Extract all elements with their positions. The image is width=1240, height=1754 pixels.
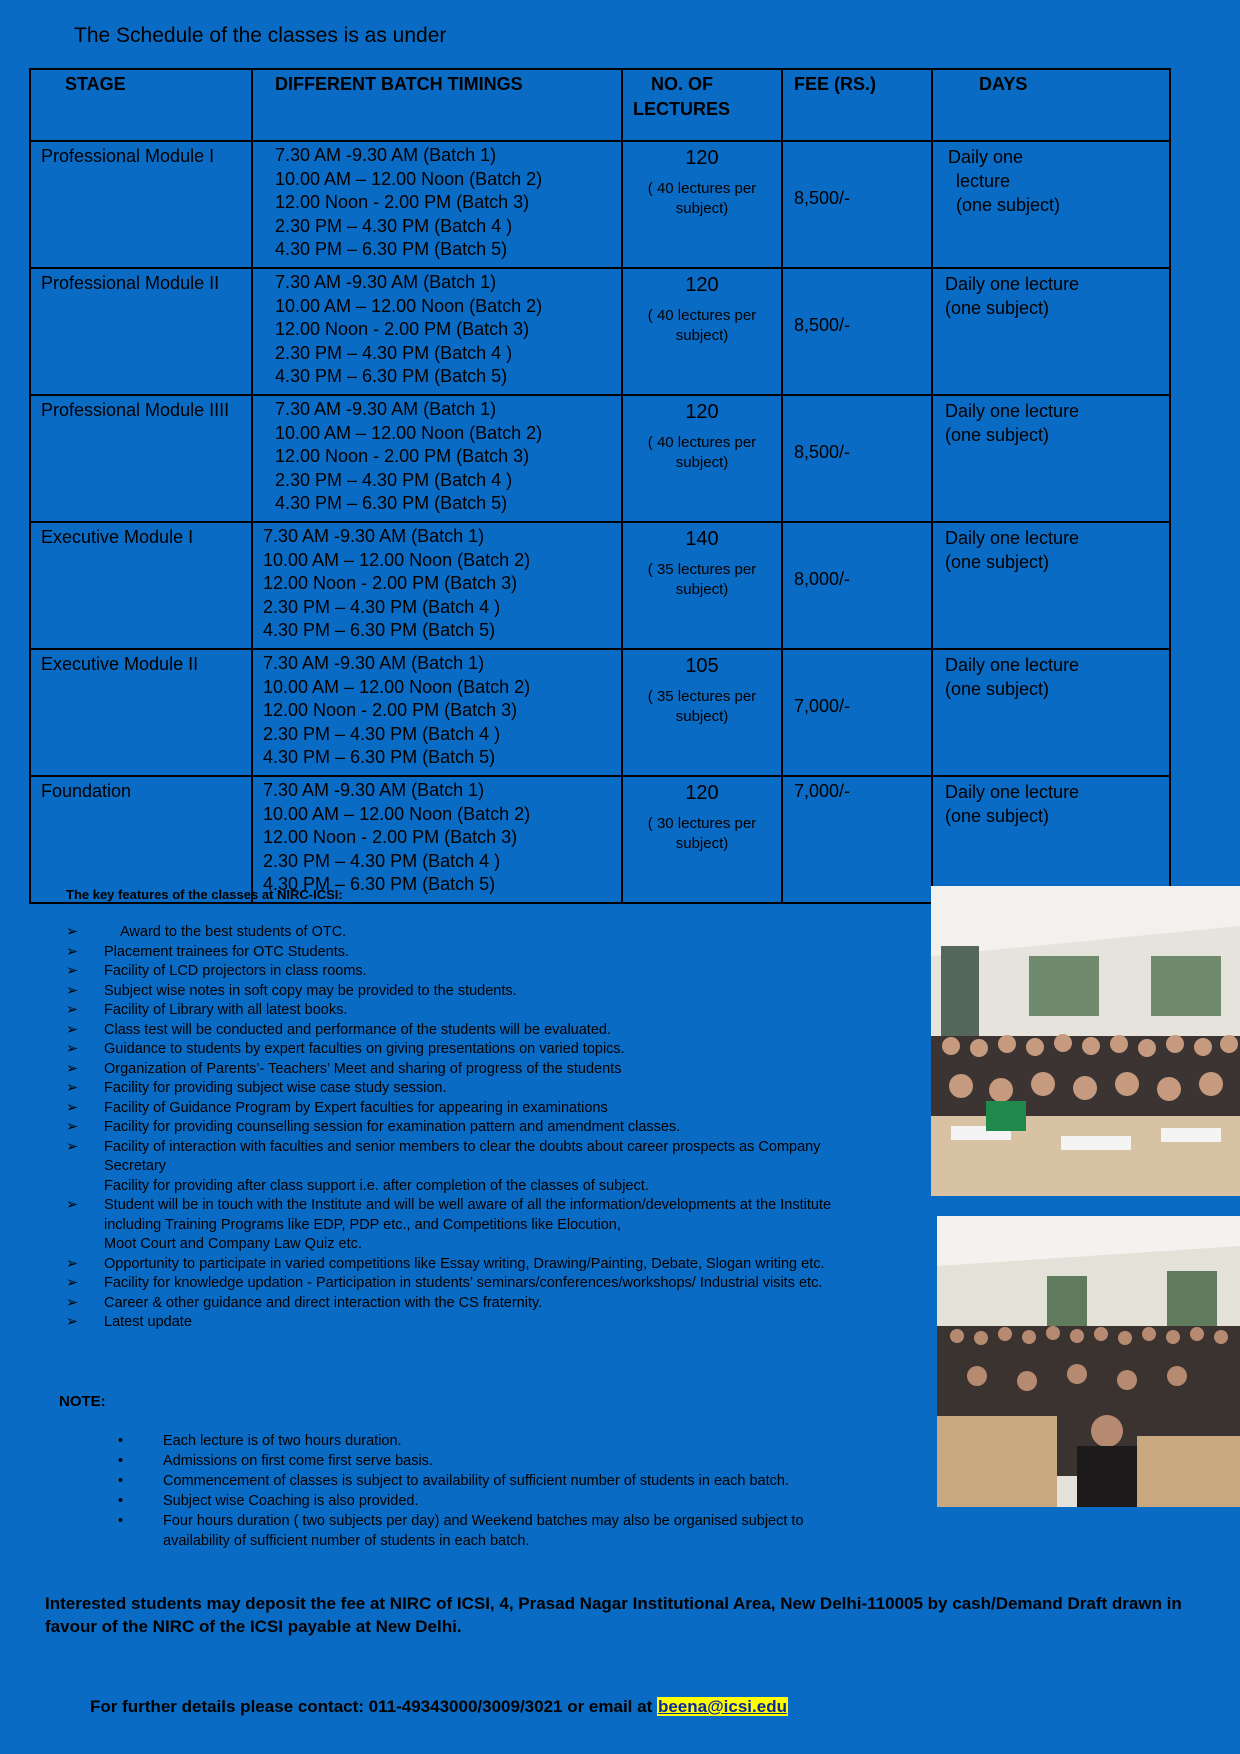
batch-timing: 7.30 AM -9.30 AM (Batch 1) bbox=[275, 145, 497, 165]
note-text: Subject wise Coaching is also provided. bbox=[163, 1493, 419, 1509]
lectures-cell bbox=[622, 141, 782, 268]
dot-bullet-icon: • bbox=[118, 1493, 124, 1509]
lectures-cell bbox=[622, 522, 782, 649]
table-row bbox=[30, 522, 1170, 649]
batch-timing: 12.00 Noon - 2.00 PM (Batch 3) bbox=[263, 700, 518, 720]
fee-value: 8,000/- bbox=[794, 569, 851, 589]
dot-bullet-icon: • bbox=[118, 1453, 124, 1469]
table-row bbox=[30, 776, 1170, 903]
arrow-bullet-icon: ➢ bbox=[66, 1119, 79, 1135]
note-item bbox=[118, 1472, 858, 1492]
batch-timings-cell bbox=[252, 522, 622, 649]
feature-item bbox=[66, 1274, 846, 1294]
header-lectures-line2: LECTURES bbox=[633, 99, 731, 119]
days-line: Daily one bbox=[948, 147, 1024, 167]
fee-cell bbox=[782, 776, 932, 903]
feature-text: Opportunity to participate in varied competitions like Essay writing, Drawing/Painting, Debate, Slogan writing etc. bbox=[104, 1255, 825, 1272]
batch-timing: 10.00 AM – 12.00 Noon (Batch 2) bbox=[275, 168, 543, 189]
batch-timing: 7.30 AM -9.30 AM (Batch 1) bbox=[263, 780, 485, 800]
batch-timing: 4.30 PM – 6.30 PM (Batch 5) bbox=[263, 620, 496, 640]
feature-text: Facility of LCD projectors in class rooms. bbox=[104, 963, 367, 979]
classroom-photo-2-image bbox=[937, 1216, 1240, 1507]
arrow-bullet-icon: ➢ bbox=[66, 943, 79, 960]
feature-item bbox=[66, 1177, 846, 1197]
arrow-bullet-icon: ➢ bbox=[66, 1099, 79, 1116]
batch-timings-cell bbox=[252, 649, 622, 776]
feature-text: Latest update bbox=[104, 1314, 192, 1330]
days-line: (one subject) bbox=[945, 679, 1050, 699]
batch-timing: 2.30 PM – 4.30 PM (Batch 4 ) bbox=[275, 215, 513, 236]
days-line: (one subject) bbox=[956, 195, 1061, 215]
note-item bbox=[118, 1492, 858, 1512]
features-title: The key features of the classes at NIRC-ICSI: bbox=[66, 887, 343, 902]
fee-value: 7,000/- bbox=[794, 696, 851, 716]
batch-timings-cell bbox=[252, 141, 622, 268]
table-row bbox=[30, 141, 1170, 268]
arrow-bullet-icon: ➢ bbox=[66, 1314, 79, 1330]
feature-text: Facility of Library with all latest books. bbox=[104, 1002, 348, 1018]
page-heading: The Schedule of the classes is as under bbox=[74, 24, 447, 47]
note-text: Admissions on first come first serve basis. bbox=[163, 1453, 433, 1469]
days-line: (one subject) bbox=[945, 425, 1050, 445]
batch-timings-cell bbox=[252, 395, 622, 522]
arrow-bullet-icon: ➢ bbox=[66, 1255, 79, 1272]
dot-bullet-icon: • bbox=[118, 1473, 124, 1489]
feature-item bbox=[66, 1040, 846, 1060]
days-cell bbox=[932, 649, 1170, 776]
feature-item bbox=[66, 1235, 846, 1255]
arrow-bullet-icon: ➢ bbox=[66, 1197, 79, 1213]
batch-timing: 2.30 PM – 4.30 PM (Batch 4 ) bbox=[263, 723, 501, 744]
feature-item bbox=[66, 982, 846, 1002]
feature-text: Student will be in touch with the Institute and will be well aware of all the information/developments at the Institute including Training Programs like EDP, PDP etc., and Competitions like Elocution, bbox=[104, 1197, 832, 1233]
fee-cell bbox=[782, 268, 932, 395]
feature-item bbox=[66, 1313, 846, 1333]
schedule-table bbox=[29, 68, 1171, 904]
days-cell bbox=[932, 141, 1170, 268]
deposit-instructions: Interested students may deposit the fee at NIRC of ICSI, 4, Prasad Nagar Institutional Area, New Delhi-110005 by cash/Demand Draft drawn in favour of the NIRC of the ICSI payable at New Delhi. bbox=[45, 1594, 1182, 1636]
days-line: Daily one lecture bbox=[945, 528, 1080, 548]
feature-text: Placement trainees for OTC Students. bbox=[104, 943, 349, 960]
feature-item bbox=[66, 1138, 846, 1177]
header-fee: FEE (RS.) bbox=[782, 69, 932, 141]
batch-timing: 7.30 AM -9.30 AM (Batch 1) bbox=[275, 399, 497, 419]
lectures-note: ( 40 lectures per subject) bbox=[647, 180, 757, 217]
batch-timing: 4.30 PM – 6.30 PM (Batch 5) bbox=[263, 874, 496, 894]
batch-timing: 12.00 Noon - 2.00 PM (Batch 3) bbox=[275, 446, 530, 466]
feature-item bbox=[66, 1099, 846, 1119]
feature-text: Organization of Parents’- Teachers’ Meet and sharing of progress of the students bbox=[104, 1060, 622, 1077]
lectures-cell bbox=[622, 268, 782, 395]
batch-timing: 2.30 PM – 4.30 PM (Batch 4 ) bbox=[263, 850, 501, 871]
fee-cell bbox=[782, 141, 932, 268]
fee-value: 8,500/- bbox=[794, 442, 851, 462]
feature-item bbox=[66, 962, 846, 982]
feature-item bbox=[66, 1196, 846, 1235]
lectures-note: ( 40 lectures per subject) bbox=[647, 434, 757, 471]
feature-text: Career & other guidance and direct interaction with the CS fraternity. bbox=[104, 1294, 543, 1311]
arrow-bullet-icon: ➢ bbox=[66, 1080, 79, 1096]
lectures-note: ( 35 lectures per subject) bbox=[647, 561, 757, 598]
feature-text: Subject wise notes in soft copy may be provided to the students. bbox=[104, 982, 517, 999]
batch-timing: 7.30 AM -9.30 AM (Batch 1) bbox=[263, 653, 485, 673]
lectures-count: 120 bbox=[685, 782, 719, 804]
stage-cell: Executive Module I bbox=[30, 522, 252, 649]
batch-timing: 7.30 AM -9.30 AM (Batch 1) bbox=[263, 526, 485, 546]
contact-line bbox=[90, 1697, 788, 1717]
arrow-bullet-icon: ➢ bbox=[66, 982, 79, 999]
email-link[interactable]: beena@icsi.edu bbox=[657, 1697, 787, 1716]
fee-value: 8,500/- bbox=[794, 315, 851, 335]
feature-text: Facility for providing counselling session for examination pattern and amendment classes. bbox=[104, 1119, 681, 1135]
fee-cell bbox=[782, 522, 932, 649]
feature-item bbox=[66, 943, 846, 963]
fee-cell bbox=[782, 649, 932, 776]
feature-text: Moot Court and Company Law Quiz etc. bbox=[104, 1236, 362, 1252]
arrow-bullet-icon: ➢ bbox=[66, 1138, 79, 1155]
table-row bbox=[30, 649, 1170, 776]
stage-cell: Professional Module IIII bbox=[30, 395, 252, 522]
note-text: Four hours duration ( two subjects per day) and Weekend batches may also be organised subject to availability of sufficient number of students in each batch. bbox=[163, 1513, 804, 1549]
days-line: Daily one lecture bbox=[945, 782, 1080, 802]
feature-item bbox=[66, 1118, 846, 1138]
fee-value: 8,500/- bbox=[794, 188, 851, 208]
days-line: Daily one lecture bbox=[945, 655, 1080, 675]
classroom-photo-1-image bbox=[931, 886, 1240, 1196]
features-list bbox=[66, 923, 846, 1333]
feature-item bbox=[66, 1079, 846, 1099]
classroom-photo-2 bbox=[937, 1216, 1240, 1507]
arrow-bullet-icon: ➢ bbox=[66, 963, 79, 979]
days-cell bbox=[932, 776, 1170, 903]
batch-timing: 10.00 AM – 12.00 Noon (Batch 2) bbox=[275, 422, 543, 443]
dot-bullet-icon: • bbox=[118, 1433, 124, 1449]
feature-item bbox=[66, 1060, 846, 1080]
batch-timing: 2.30 PM – 4.30 PM (Batch 4 ) bbox=[275, 342, 513, 363]
batch-timing: 12.00 Noon - 2.00 PM (Batch 3) bbox=[263, 827, 518, 847]
header-days: DAYS bbox=[932, 69, 1170, 141]
lectures-note: ( 40 lectures per subject) bbox=[647, 307, 757, 344]
note-text: Commencement of classes is subject to availability of sufficient number of students in each batch. bbox=[163, 1473, 789, 1489]
classroom-photo-1 bbox=[931, 886, 1240, 1196]
arrow-bullet-icon: ➢ bbox=[66, 924, 79, 940]
stage-cell: Professional Module II bbox=[30, 268, 252, 395]
batch-timing: 10.00 AM – 12.00 Noon (Batch 2) bbox=[263, 676, 531, 697]
feature-text: Award to the best students of OTC. bbox=[120, 924, 347, 940]
stage-cell: Foundation bbox=[30, 776, 252, 903]
arrow-bullet-icon: ➢ bbox=[66, 1060, 79, 1077]
lectures-cell bbox=[622, 649, 782, 776]
batch-timing: 4.30 PM – 6.30 PM (Batch 5) bbox=[263, 747, 496, 767]
batch-timing: 4.30 PM – 6.30 PM (Batch 5) bbox=[275, 239, 508, 259]
table-row bbox=[30, 395, 1170, 522]
note-title: NOTE: bbox=[59, 1393, 106, 1410]
feature-text: Facility for knowledge updation - Participation in students’ seminars/conferences/workshops/ Industrial visits etc. bbox=[104, 1275, 823, 1291]
days-line: Daily one lecture bbox=[945, 401, 1080, 421]
batch-timing: 10.00 AM – 12.00 Noon (Batch 2) bbox=[263, 803, 531, 824]
feature-text: Guidance to students by expert faculties on giving presentations on varied topics. bbox=[104, 1041, 625, 1057]
feature-item bbox=[66, 1001, 846, 1021]
batch-timing: 4.30 PM – 6.30 PM (Batch 5) bbox=[275, 493, 508, 513]
batch-timing: 4.30 PM – 6.30 PM (Batch 5) bbox=[275, 366, 508, 386]
feature-text: Facility of Guidance Program by Expert faculties for appearing in examinations bbox=[104, 1099, 608, 1116]
batch-timing: 7.30 AM -9.30 AM (Batch 1) bbox=[275, 272, 497, 292]
batch-timing: 12.00 Noon - 2.00 PM (Batch 3) bbox=[275, 192, 530, 212]
arrow-bullet-icon: ➢ bbox=[66, 1041, 79, 1057]
feature-text: Facility of interaction with faculties and senior members to clear the doubts about career prospects as Company Secretary bbox=[104, 1138, 821, 1174]
feature-text: Facility for providing subject wise case study session. bbox=[104, 1080, 447, 1096]
stage-cell: Executive Module II bbox=[30, 649, 252, 776]
lectures-count: 120 bbox=[685, 147, 719, 169]
arrow-bullet-icon: ➢ bbox=[66, 1002, 79, 1018]
batch-timing: 2.30 PM – 4.30 PM (Batch 4 ) bbox=[275, 469, 513, 490]
batch-timing: 12.00 Noon - 2.00 PM (Batch 3) bbox=[275, 319, 530, 339]
batch-timing: 12.00 Noon - 2.00 PM (Batch 3) bbox=[263, 573, 518, 593]
lectures-cell bbox=[622, 776, 782, 903]
arrow-bullet-icon: ➢ bbox=[66, 1021, 79, 1038]
feature-text: Facility for providing after class support i.e. after completion of the classes of subject. bbox=[104, 1177, 649, 1194]
feature-item bbox=[66, 1294, 846, 1314]
stage-cell: Professional Module I bbox=[30, 141, 252, 268]
feature-item bbox=[66, 1021, 846, 1041]
days-line: lecture bbox=[956, 171, 1011, 191]
header-lectures bbox=[622, 69, 782, 141]
days-line: (one subject) bbox=[945, 298, 1050, 318]
note-item bbox=[118, 1512, 858, 1551]
note-item bbox=[118, 1452, 858, 1472]
days-cell bbox=[932, 395, 1170, 522]
batch-timing: 2.30 PM – 4.30 PM (Batch 4 ) bbox=[263, 596, 501, 617]
header-stage: STAGE bbox=[30, 69, 252, 141]
days-cell bbox=[932, 268, 1170, 395]
dot-bullet-icon: • bbox=[118, 1513, 124, 1529]
arrow-bullet-icon: ➢ bbox=[66, 1275, 79, 1291]
lectures-count: 120 bbox=[685, 274, 719, 296]
fee-value: 7,000/- bbox=[794, 781, 851, 801]
batch-timings-cell bbox=[252, 268, 622, 395]
days-line: (one subject) bbox=[945, 552, 1050, 572]
lectures-cell bbox=[622, 395, 782, 522]
batch-timing: 10.00 AM – 12.00 Noon (Batch 2) bbox=[275, 295, 543, 316]
fee-cell bbox=[782, 395, 932, 522]
days-line: (one subject) bbox=[945, 806, 1050, 826]
header-batch-timings: DIFFERENT BATCH TIMINGS bbox=[252, 69, 622, 141]
lectures-count: 140 bbox=[685, 528, 719, 550]
table-header-row bbox=[30, 69, 1170, 141]
days-cell bbox=[932, 522, 1170, 649]
table-row bbox=[30, 268, 1170, 395]
arrow-bullet-icon: ➢ bbox=[66, 1294, 79, 1311]
feature-item bbox=[66, 923, 846, 943]
batch-timing: 10.00 AM – 12.00 Noon (Batch 2) bbox=[263, 549, 531, 570]
note-text: Each lecture is of two hours duration. bbox=[163, 1433, 402, 1449]
lectures-note: ( 35 lectures per subject) bbox=[647, 688, 757, 725]
feature-item bbox=[66, 1255, 846, 1275]
header-lectures-line1: NO. OF bbox=[651, 74, 713, 94]
batch-timings-cell bbox=[252, 776, 622, 903]
contact-text: For further details please contact: 011-49343000/3009/3021 or email at bbox=[90, 1697, 657, 1716]
lectures-count: 120 bbox=[685, 401, 719, 423]
notes-list bbox=[118, 1432, 858, 1552]
note-item bbox=[118, 1432, 858, 1452]
lectures-count: 105 bbox=[685, 655, 719, 677]
feature-text: Class test will be conducted and performance of the students will be evaluated. bbox=[104, 1021, 611, 1038]
days-line: Daily one lecture bbox=[945, 274, 1080, 294]
lectures-note: ( 30 lectures per subject) bbox=[647, 815, 757, 852]
